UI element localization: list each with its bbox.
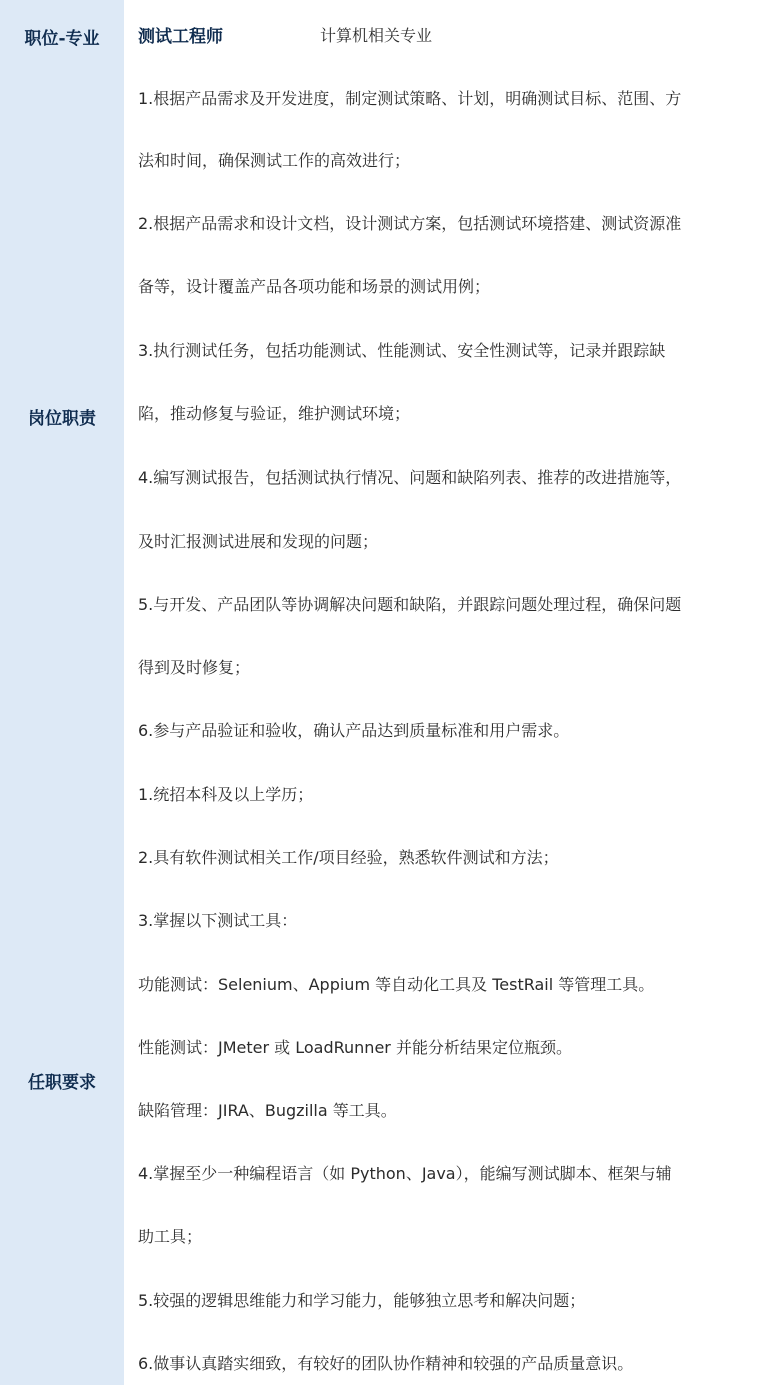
- position-major-label: 职位-专业: [24, 29, 100, 49]
- requirement-line: 2.具有软件测试相关工作/项目经验，熟悉软件测试和方法；: [138, 848, 559, 867]
- duty-line: 法和时间，确保测试工作的高效进行；: [138, 151, 411, 170]
- duty-line: 6.参与产品验证和验收，确认产品达到质量标准和用户需求。: [138, 721, 570, 740]
- requirement-line: 6.做事认真踏实细致，有较好的团队协作精神和较强的产品质量意识。: [138, 1354, 634, 1373]
- duty-line: 备等，设计覆盖产品各项功能和场景的测试用例；: [138, 277, 491, 296]
- label-column: [0, 0, 124, 1385]
- requirement-line: 5.较强的逻辑思维能力和学习能力，能够独立思考和解决问题；: [138, 1291, 586, 1310]
- requirements-label: 任职要求: [28, 1073, 96, 1093]
- duty-line: 5.与开发、产品团队等协调解决问题和缺陷，并跟踪问题处理过程，确保问题: [138, 595, 682, 614]
- duty-line: 4.编写测试报告，包括测试执行情况、问题和缺陷列表、推荐的改进措施等，: [138, 468, 682, 487]
- major: 计算机相关专业: [320, 26, 433, 45]
- duty-line: 2.根据产品需求和设计文档，设计测试方案，包括测试环境搭建、测试资源准: [138, 214, 682, 233]
- requirement-line: 4.掌握至少一种编程语言（如 Python、Java），能编写测试脚本、框架与辅: [138, 1164, 672, 1183]
- duty-line: 1.根据产品需求及开发进度，制定测试策略、计划，明确测试目标、范围、方: [138, 89, 682, 108]
- requirement-line: 助工具；: [138, 1227, 203, 1246]
- requirement-line: 缺陷管理：JIRA、Bugzilla 等工具。: [138, 1101, 397, 1120]
- requirement-line: 3.掌握以下测试工具：: [138, 911, 298, 930]
- requirement-line: 1.统招本科及以上学历；: [138, 785, 314, 804]
- requirement-line: 性能测试：JMeter 或 LoadRunner 并能分析结果定位瓶颈。: [138, 1038, 572, 1057]
- requirement-line: 功能测试：Selenium、Appium 等自动化工具及 TestRail 等管理工具。: [138, 975, 655, 994]
- duty-line: 陷，推动修复与验证，维护测试环境；: [138, 404, 411, 423]
- duty-line: 得到及时修复；: [138, 658, 251, 677]
- duty-line: 3.执行测试任务，包括功能测试、性能测试、安全性测试等，记录并跟踪缺: [138, 341, 666, 360]
- duties-label: 岗位职责: [28, 409, 96, 429]
- job-title: 测试工程师: [138, 27, 223, 47]
- duty-line: 及时汇报测试进展和发现的问题；: [138, 532, 379, 551]
